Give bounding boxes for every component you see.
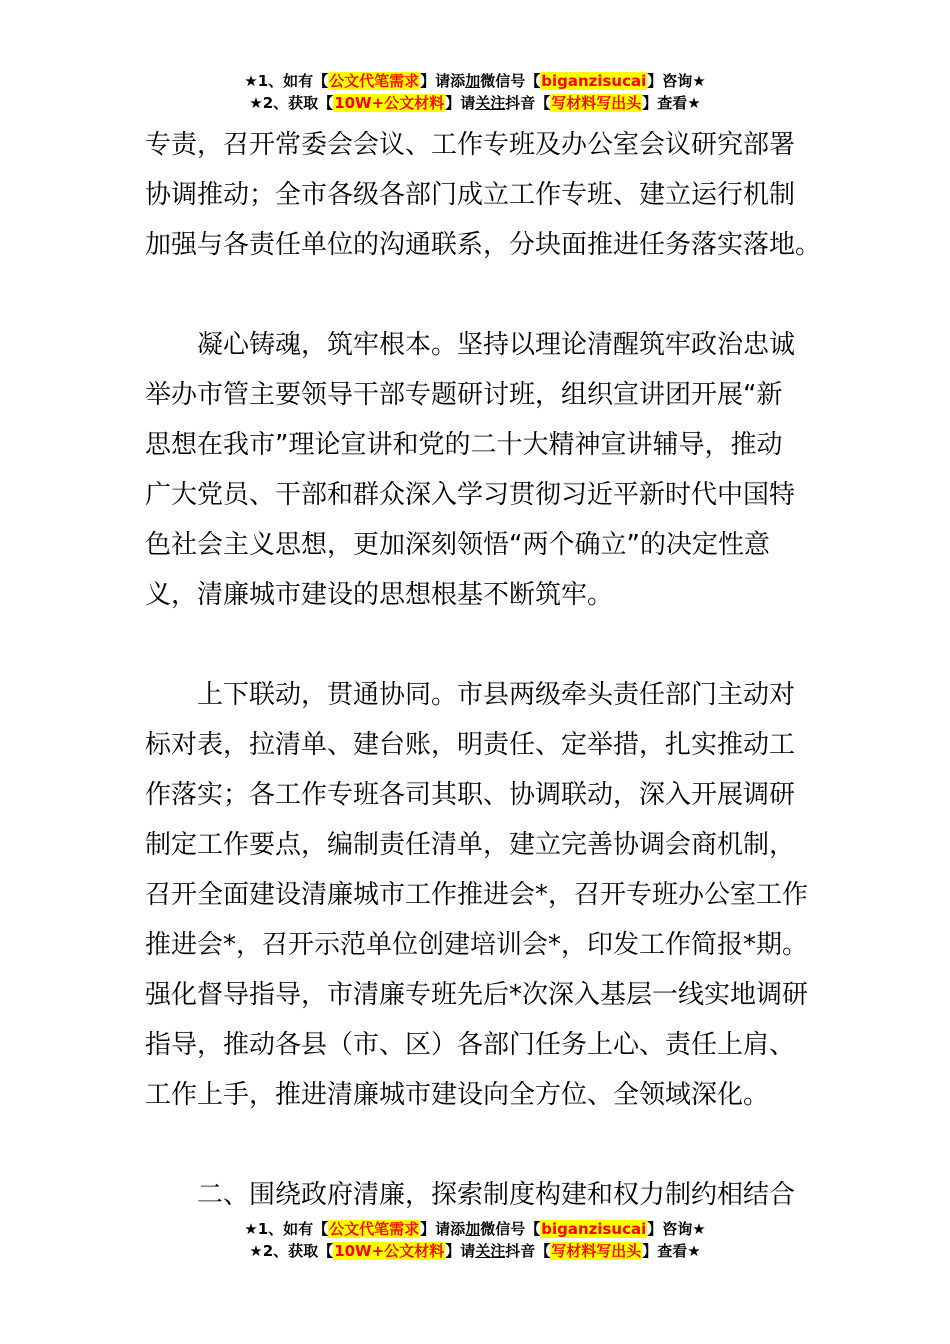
highlight-wechat-id: biganzisucai [541,1220,647,1238]
document-body [145,120,822,1220]
text-line: 指导，推动各县（市、区）各部门任务上心、责任上肩、 [145,1030,796,1060]
paragraph-3 [145,670,811,1120]
text-line: 色社会主义思想，更加深刻领悟“两个确立”的决定性意 [145,530,770,560]
text-line: 思想在我市”理论宣讲和党的二十大精神宣讲辅导，推动 [145,430,783,460]
highlight-wechat-id: biganzisucai [541,72,647,90]
text-line: 制定工作要点，编制责任清单，建立完善协调会商机制， [145,830,796,860]
heading-line: 二、围绕政府清廉，探索制度构建和权力制约相结合 [197,1180,796,1210]
text-line: 凝心铸魂，筑牢根本。坚持以理论清醒筑牢政治忠诚 [197,330,796,360]
highlight-service: 公文代笔需求 [329,72,420,90]
text-line: 强化督导指导，市清廉专班先后*次深入基层一线实地调研 [145,980,809,1010]
highlight-materials: 10W+公文材料 [334,94,445,112]
text-line: 协调推动；全市各级各部门成立工作专班、建立运行机制 [145,180,796,210]
text-line: 举办市管主要领导干部专题研讨班，组织宣讲团开展“新 [145,380,783,410]
text-line: 作落实；各工作专班各司其职、协调联动，深入开展调研 [145,780,796,810]
highlight-douyin: 写材料写出头 [551,1242,642,1260]
highlight-douyin: 写材料写出头 [551,94,642,112]
text-line: 广大党员、干部和群众深入学习贯彻习近平新时代中国特 [145,480,796,510]
banner-line-2: ★2、获取【10W+公文材料】请关注抖音【写材料写出头】查看★ [249,94,701,112]
text-line: 标对表，拉清单、建台账，明责任、定举措，扎实推动工 [145,730,796,760]
banner-line-1: ★1、如有【公文代笔需求】请添加微信号【biganzisucai】咨询★ [244,72,706,90]
section-heading [145,1170,811,1220]
text-line: 义，清廉城市建设的思想根基不断筑牢。 [145,580,614,610]
footer-banner [0,1218,950,1262]
text-line: 上下联动，贯通协同。市县两级牵头责任部门主动对 [197,680,796,710]
text-line: 加强与各责任单位的沟通联系，分块面推进任务落实落地。 [145,230,822,260]
banner-line-1: ★1、如有【公文代笔需求】请添加微信号【biganzisucai】咨询★ [244,1220,706,1238]
highlight-service: 公文代笔需求 [329,1220,420,1238]
header-banner [0,70,950,114]
paragraph-1 [145,120,822,270]
text-line: 专责，召开常委会会议、工作专班及办公室会议研究部署 [145,130,796,160]
text-line: 推进会*，召开示范单位创建培训会*，印发工作简报*期。 [145,930,809,960]
text-line: 召开全面建设清廉城市工作推进会*，召开专班办公室工作 [145,880,809,910]
banner-line-2: ★2、获取【10W+公文材料】请关注抖音【写材料写出头】查看★ [249,1242,701,1260]
paragraph-2 [145,320,811,620]
text-line: 工作上手，推进清廉城市建设向全方位、全领域深化。 [145,1080,770,1110]
highlight-materials: 10W+公文材料 [334,1242,445,1260]
